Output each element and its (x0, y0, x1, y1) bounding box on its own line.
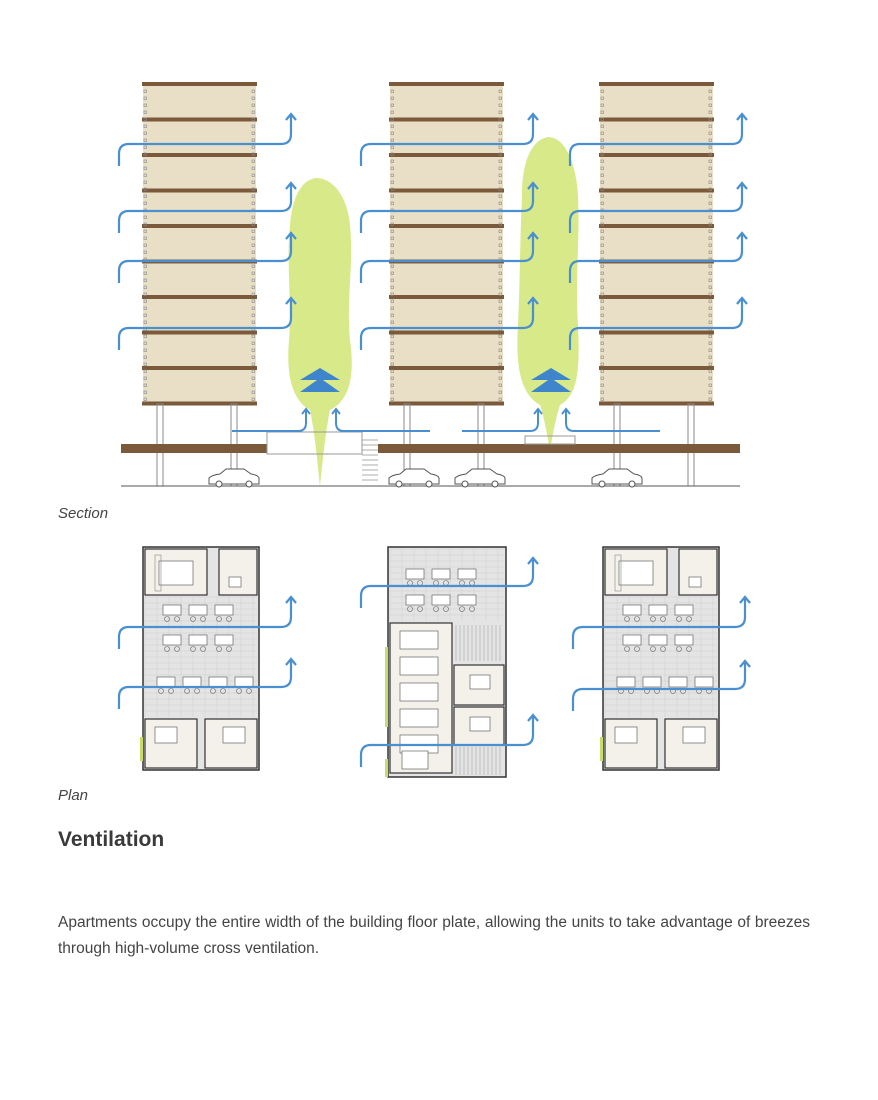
bedroom-bottom-right (205, 719, 257, 768)
service-room (400, 657, 438, 675)
car-wheel (246, 481, 252, 487)
furniture-table (406, 569, 424, 579)
toilet (689, 577, 701, 587)
bed (470, 675, 490, 689)
bed (155, 727, 177, 743)
bed (159, 561, 193, 585)
towers-group (142, 82, 714, 486)
bedroom-bottom-right (665, 719, 717, 768)
plan-diagram (0, 540, 878, 785)
bathroom (219, 549, 257, 595)
furniture-table (215, 635, 233, 645)
service-room (400, 683, 438, 701)
floor-slab (389, 366, 504, 370)
toilet (229, 577, 241, 587)
floor-slab (599, 295, 714, 299)
floor-slab (389, 295, 504, 299)
furniture-table (617, 677, 635, 687)
furniture-table (643, 677, 661, 687)
floor-slab (599, 82, 714, 86)
service-room (400, 631, 438, 649)
bed (223, 727, 245, 743)
bed (619, 561, 653, 585)
bed (470, 717, 490, 731)
floor-slab (599, 153, 714, 157)
furniture-table (675, 635, 693, 645)
plans-group (140, 547, 719, 777)
furniture-table (458, 595, 476, 605)
plan-caption: Plan (58, 787, 89, 804)
floor-slab (142, 366, 257, 370)
bed (615, 727, 637, 743)
standard-floor-plan (600, 547, 719, 770)
furniture-table (235, 677, 253, 687)
bedroom-bottom-left (605, 719, 657, 768)
bed (402, 751, 428, 769)
floor-slab (142, 153, 257, 157)
bedroom-bottom-left (145, 719, 197, 768)
balcony-strip (140, 737, 143, 761)
ground-airflow-arrow (336, 409, 430, 431)
floor-slab (599, 118, 714, 122)
floor-slab (599, 366, 714, 370)
furniture-table (649, 605, 667, 615)
bathroom (679, 549, 717, 595)
furniture-table (432, 595, 450, 605)
ventilation-heading: Ventilation (58, 828, 165, 851)
floor-slab (389, 82, 504, 86)
floor-slab (142, 82, 257, 86)
service-room (400, 709, 438, 727)
floor-slab (389, 224, 504, 228)
furniture-table (209, 677, 227, 687)
bed (683, 727, 705, 743)
podium-slab-right (378, 444, 740, 453)
furniture-table (623, 635, 641, 645)
ground-airflow-arrow (462, 409, 538, 431)
furniture-table (406, 595, 424, 605)
ground-airflow-arrow (566, 409, 660, 431)
furniture-table (649, 635, 667, 645)
ground-airflow-arrow (232, 409, 306, 431)
floor-slab (142, 295, 257, 299)
cars-group (209, 469, 642, 487)
furniture-table (669, 677, 687, 687)
balcony-strip (385, 759, 388, 777)
tower-body (600, 84, 713, 402)
furniture-table (157, 677, 175, 687)
floor-slab (389, 118, 504, 122)
car-wheel (396, 481, 402, 487)
podium-slab-left (121, 444, 267, 453)
floor-slab (142, 224, 257, 228)
furniture-table (189, 605, 207, 615)
furniture-table (189, 635, 207, 645)
middle-floor-plan (385, 547, 506, 777)
furniture-table (183, 677, 201, 687)
tower-body (390, 84, 503, 402)
floor-slab (599, 331, 714, 335)
section-caption: Section (58, 505, 109, 522)
car-wheel (426, 481, 432, 487)
furniture-table (163, 605, 181, 615)
floor-slab (142, 118, 257, 122)
floor-slab (599, 189, 714, 193)
balcony-strip (600, 737, 603, 761)
floor-slab (389, 153, 504, 157)
car-wheel (629, 481, 635, 487)
car-wheel (599, 481, 605, 487)
car-wheel (462, 481, 468, 487)
tree-left (288, 178, 352, 486)
tree-right (517, 137, 578, 450)
floor-slab (389, 189, 504, 193)
furniture-table (695, 677, 713, 687)
floor-slab (389, 331, 504, 335)
section-diagram (0, 0, 878, 500)
tower-body (143, 84, 256, 402)
furniture-table (458, 569, 476, 579)
furniture-table (675, 605, 693, 615)
ventilation-description: Apartments occupy the entire width of the building floor plate, allowing the units to take advantage of breezes through high-volume cross ventilation. (58, 914, 810, 957)
standard-floor-plan (140, 547, 259, 770)
floor-slab (142, 189, 257, 193)
furniture-table (432, 569, 450, 579)
balcony-strip (385, 647, 388, 727)
floor-slab (142, 331, 257, 335)
furniture-table (163, 635, 181, 645)
car-wheel (216, 481, 222, 487)
furniture-table (623, 605, 641, 615)
floor-slab (599, 224, 714, 228)
car-wheel (492, 481, 498, 487)
furniture-table (215, 605, 233, 615)
